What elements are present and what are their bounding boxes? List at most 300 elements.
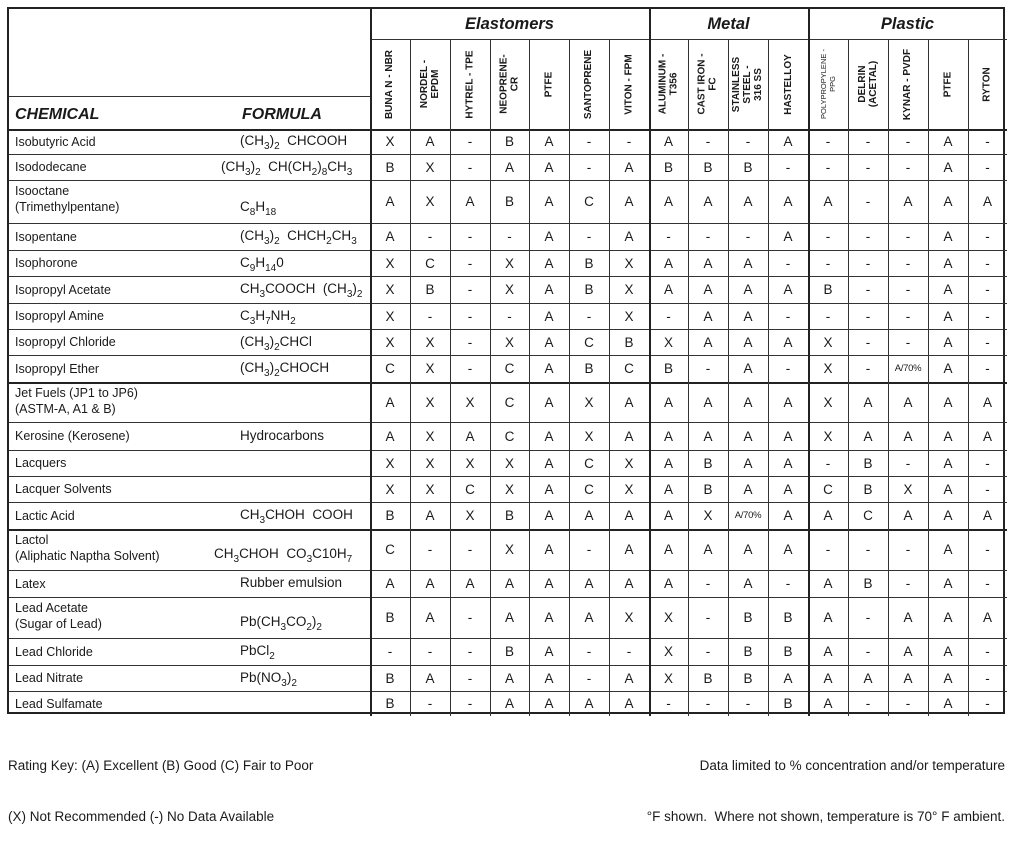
chemical-name: Lacquer Solvents bbox=[15, 482, 112, 496]
rating-cell: X bbox=[425, 334, 435, 350]
rating-cell: B bbox=[863, 481, 873, 497]
rating-cell: B bbox=[863, 455, 873, 471]
rating-cell: - bbox=[865, 542, 871, 557]
rating-cell: A bbox=[783, 334, 793, 350]
rating-cell: - bbox=[785, 576, 791, 591]
formula-text: CO bbox=[286, 614, 307, 629]
rating-cell: A bbox=[982, 428, 992, 444]
rating-cell: X bbox=[663, 610, 673, 625]
rating-cell: - bbox=[985, 159, 990, 175]
rating-cell: A bbox=[663, 428, 673, 444]
rating-cell: A bbox=[703, 542, 713, 557]
rating-cell: A bbox=[465, 576, 475, 591]
rating-cell: X bbox=[465, 508, 475, 523]
header-label-divider bbox=[9, 96, 370, 97]
rating-cell: A bbox=[783, 481, 793, 497]
rating-cell: A bbox=[544, 576, 554, 591]
group-header-elastomers: Elastomers bbox=[465, 14, 554, 33]
rating-cell: A bbox=[743, 455, 753, 471]
rating-cell: A bbox=[425, 134, 435, 149]
rating-cell: X bbox=[624, 282, 634, 297]
rating-cell: - bbox=[985, 542, 990, 557]
rating-cell: B bbox=[783, 696, 793, 711]
chemical-formula bbox=[240, 643, 275, 662]
rating-cell: A bbox=[703, 194, 713, 209]
rating-cell: A/70% bbox=[894, 363, 922, 374]
formula-subscript: 3 bbox=[233, 554, 240, 565]
rating-cell: A bbox=[703, 394, 713, 410]
chemical-name: Lead Sulfamate bbox=[15, 696, 103, 711]
chemical-formula bbox=[240, 360, 330, 379]
rating-cell: A bbox=[544, 455, 554, 471]
formula-subscript: 3 bbox=[264, 341, 270, 353]
rating-cell: A bbox=[982, 610, 992, 625]
rating-cell: B bbox=[743, 159, 753, 175]
rating-cell: A bbox=[584, 696, 594, 711]
rating-cell: A bbox=[783, 455, 793, 471]
rating-cell: - bbox=[865, 255, 871, 271]
rating-cell: A bbox=[743, 282, 753, 297]
rating-cell: A bbox=[903, 394, 913, 410]
column-header bbox=[490, 39, 529, 129]
rating-cell: - bbox=[626, 134, 632, 149]
rating-cell: X bbox=[504, 282, 514, 297]
column-header-label: CAST IRON - FC bbox=[697, 53, 720, 115]
rating-cell: - bbox=[507, 229, 512, 244]
rating-cell: C bbox=[504, 394, 515, 410]
formula-text: C bbox=[240, 254, 250, 270]
chemical-formula bbox=[221, 158, 353, 178]
chemical-formula bbox=[214, 546, 353, 565]
rating-cell: A bbox=[385, 194, 395, 209]
rating-cell: A bbox=[943, 255, 953, 271]
formula-text: CH bbox=[327, 158, 347, 174]
rating-cell: X bbox=[504, 334, 514, 350]
rating-cell: A bbox=[544, 610, 554, 625]
chemical-name: Isobutyric Acid bbox=[15, 134, 96, 149]
chemical-name: Latex bbox=[15, 576, 46, 591]
rating-cell: A bbox=[823, 644, 833, 659]
formula-subscript: 18 bbox=[265, 207, 277, 218]
formula-subscript: 2 bbox=[356, 289, 363, 300]
rating-cell: B bbox=[504, 134, 514, 149]
rating-cell: - bbox=[985, 696, 990, 711]
column-header-label: KYNAR - PVDF bbox=[902, 48, 914, 120]
chemical-name: Lead Acetate (Sugar of Lead) bbox=[15, 601, 102, 631]
rating-cell: A bbox=[544, 670, 554, 686]
formula-text: (CH bbox=[240, 228, 264, 243]
rating-cell: X bbox=[823, 394, 833, 410]
rating-cell: X bbox=[425, 361, 435, 376]
formula-subscript: 3 bbox=[351, 236, 357, 247]
rating-cell: X bbox=[465, 455, 475, 471]
column-header-label: ALUMINUM - T356 bbox=[657, 53, 680, 115]
formula-text: ) bbox=[269, 360, 275, 375]
rating-cell: A bbox=[465, 194, 475, 209]
rating-cell: - bbox=[427, 696, 433, 711]
rating-cell: - bbox=[865, 696, 871, 711]
rating-cell: A bbox=[663, 134, 673, 149]
rating-cell: X bbox=[385, 481, 395, 497]
rating-cell: A bbox=[544, 308, 554, 324]
rating-cell: - bbox=[705, 610, 711, 625]
formula-subscript: 2 bbox=[269, 651, 275, 662]
rating-cell: A bbox=[544, 282, 554, 297]
data-note-line-1: Data limited to % concentration and/or temperature bbox=[699, 758, 1005, 773]
chemical-name: Isooctane (Trimethylpentane) bbox=[15, 184, 120, 214]
column-header-label: PTFE bbox=[942, 71, 954, 97]
rating-cell: X bbox=[465, 394, 475, 410]
rating-cell: X bbox=[385, 308, 395, 324]
rating-cell: A bbox=[823, 670, 833, 686]
formula-text: CH bbox=[240, 281, 260, 296]
rating-cell: A bbox=[863, 670, 873, 686]
formula-text: CH bbox=[240, 507, 260, 522]
column-header bbox=[410, 39, 450, 129]
rating-cell: A bbox=[425, 610, 435, 625]
rating-cell: - bbox=[467, 255, 473, 271]
rating-cell: X bbox=[385, 455, 395, 471]
rating-cell: C bbox=[624, 361, 634, 376]
rating-cell: C bbox=[465, 481, 475, 497]
rating-cell: A bbox=[743, 194, 753, 209]
rating-cell: A bbox=[903, 670, 913, 686]
chemical-formula bbox=[240, 428, 324, 443]
rating-key-line-2: (X) Not Recommended (-) No Data Available bbox=[8, 809, 275, 824]
rating-cell: B bbox=[863, 576, 873, 591]
rating-cell: A bbox=[743, 428, 753, 444]
rating-cell: X bbox=[624, 610, 634, 625]
rating-cell: C bbox=[863, 508, 873, 523]
rating-cell: B bbox=[663, 361, 673, 376]
formula-subscript: 8 bbox=[249, 207, 256, 218]
formula-subscript: 3 bbox=[280, 622, 287, 633]
formula-text: CH bbox=[214, 546, 234, 561]
rating-cell: B bbox=[663, 159, 673, 175]
rating-cell: A bbox=[943, 455, 953, 471]
rating-cell: C bbox=[823, 481, 833, 497]
formula-text: CH bbox=[331, 228, 352, 243]
chemical-formula bbox=[240, 669, 297, 689]
rating-cell: A bbox=[624, 394, 634, 410]
rating-cell: - bbox=[905, 134, 911, 149]
chemical-formula bbox=[240, 199, 277, 218]
formula-text: NH bbox=[270, 307, 291, 323]
chemical-column-header: CHEMICAL bbox=[15, 106, 100, 123]
formula-subscript: 2 bbox=[274, 141, 280, 152]
rating-cell: X bbox=[385, 255, 395, 271]
rating-cell: - bbox=[865, 134, 871, 149]
rating-cell: A bbox=[943, 670, 953, 686]
chemical-name: Isopentane bbox=[15, 229, 77, 244]
rating-cell: - bbox=[467, 610, 473, 625]
rating-cell: A bbox=[743, 334, 753, 350]
rating-cell: A bbox=[823, 610, 833, 625]
rating-cell: - bbox=[467, 542, 473, 557]
column-header-label: DELRIN (ACETAL) bbox=[857, 60, 880, 108]
rating-cell: A bbox=[943, 334, 953, 350]
rating-cell: A bbox=[783, 428, 793, 444]
rating-cell: X bbox=[823, 428, 833, 444]
rating-cell: A bbox=[903, 508, 913, 523]
rating-cell: A bbox=[544, 334, 554, 350]
rating-cell: - bbox=[985, 134, 990, 149]
column-header bbox=[968, 39, 1007, 129]
rating-cell: A bbox=[783, 282, 793, 297]
formula-text: COOCH (CH bbox=[265, 281, 347, 296]
formula-subscript: 3 bbox=[264, 368, 270, 379]
rating-cell: A bbox=[385, 576, 395, 591]
column-header bbox=[370, 39, 410, 129]
rating-cell: A bbox=[743, 481, 753, 497]
formula-text: Hydrocarbons bbox=[240, 427, 325, 443]
column-header-label: NEOPRENE- CR bbox=[498, 54, 521, 114]
rating-cell: - bbox=[467, 696, 473, 711]
rating-cell: A bbox=[663, 194, 673, 209]
rating-key-line-1: Rating Key: (A) Excellent (B) Good (C) Fair to Poor bbox=[8, 758, 314, 773]
chemical-name: Isopropyl Amine bbox=[15, 309, 104, 323]
formula-subscript: 2 bbox=[274, 341, 280, 353]
formula-text: ) bbox=[269, 228, 275, 243]
rating-cell: B bbox=[385, 508, 395, 523]
rating-cell: - bbox=[467, 361, 473, 376]
rating-cell: A bbox=[544, 394, 554, 410]
column-header-label: VITON - FPM bbox=[623, 53, 635, 115]
chemical-name: Lacquers bbox=[15, 456, 67, 470]
formula-text: 0 bbox=[276, 254, 284, 270]
rating-cell: A bbox=[783, 542, 793, 557]
formula-text: ) bbox=[269, 133, 275, 148]
rating-cell: X bbox=[425, 159, 435, 175]
rating-cell: B bbox=[504, 644, 514, 659]
rating-cell: - bbox=[467, 670, 473, 686]
rating-cell: B bbox=[703, 159, 713, 175]
rating-cell: A bbox=[584, 610, 594, 625]
rating-cell: A bbox=[504, 159, 514, 175]
column-header bbox=[688, 39, 728, 129]
rating-cell: - bbox=[626, 644, 632, 659]
rating-cell: B bbox=[584, 282, 594, 297]
rating-cell: A bbox=[743, 576, 753, 591]
rating-cell: X bbox=[504, 455, 514, 471]
column-header bbox=[649, 39, 688, 129]
rating-cell: A bbox=[624, 670, 634, 686]
chemical-name: Lead Chloride bbox=[15, 644, 93, 659]
formula-subscript: 2 bbox=[326, 236, 332, 247]
rating-cell: X bbox=[425, 428, 435, 444]
chemical-name: Jet Fuels (JP1 to JP6) (ASTM-A, A1 & B) bbox=[15, 386, 138, 416]
rating-cell: A bbox=[943, 308, 953, 324]
formula-text: (CH bbox=[240, 333, 264, 349]
group-header-metal: Metal bbox=[707, 14, 750, 33]
data-note-line-2: °F shown. Where not shown, temperature is 70° F ambient. bbox=[646, 809, 1005, 824]
rating-cell: - bbox=[825, 542, 831, 557]
rating-cell: A bbox=[544, 134, 554, 149]
rating-cell: X bbox=[624, 455, 634, 471]
rating-cell: A bbox=[823, 508, 833, 523]
rating-cell: - bbox=[905, 696, 911, 711]
rating-cell: - bbox=[905, 229, 911, 244]
rating-cell: A bbox=[663, 255, 673, 271]
rating-cell: A bbox=[943, 159, 953, 175]
rating-cell: B bbox=[743, 610, 753, 625]
rating-cell: A bbox=[624, 696, 634, 711]
rating-cell: A bbox=[544, 481, 554, 497]
rating-cell: A bbox=[783, 229, 793, 244]
rating-cell: C bbox=[425, 255, 435, 271]
rating-cell: X bbox=[425, 481, 435, 497]
rating-cell: A bbox=[943, 134, 953, 149]
formula-text: Rubber emulsion bbox=[240, 575, 343, 590]
rating-cell: - bbox=[785, 361, 791, 376]
rating-cell: A bbox=[385, 229, 395, 244]
column-header bbox=[450, 39, 490, 129]
rating-cell: A bbox=[663, 394, 673, 410]
rating-cell: - bbox=[865, 610, 871, 625]
rating-cell: B bbox=[823, 282, 833, 297]
column-header-label: BUNA N - NBR bbox=[384, 49, 396, 119]
rating-cell: - bbox=[467, 308, 473, 324]
formula-subscript: 7 bbox=[346, 554, 353, 565]
rating-cell: A bbox=[783, 670, 793, 686]
rating-cell: - bbox=[985, 282, 990, 297]
rating-cell: X bbox=[823, 334, 833, 350]
rating-cell: A bbox=[863, 394, 873, 410]
rating-cell: - bbox=[427, 308, 433, 324]
rating-cell: A bbox=[385, 394, 395, 410]
rating-cell: B bbox=[703, 670, 713, 686]
formula-text: CHOH CO bbox=[239, 546, 307, 561]
rating-cell: - bbox=[785, 255, 791, 271]
rating-cell: C bbox=[385, 542, 395, 557]
rating-cell: B bbox=[385, 159, 395, 175]
rating-cell: X bbox=[624, 481, 634, 497]
rating-cell: A bbox=[743, 255, 753, 271]
column-header bbox=[768, 39, 808, 129]
chemical-compatibility-table bbox=[7, 7, 1005, 714]
rating-cell: - bbox=[705, 696, 711, 711]
formula-subscript: 2 bbox=[255, 166, 261, 178]
rating-cell: X bbox=[624, 255, 634, 271]
rating-cell: B bbox=[783, 610, 793, 625]
rating-cell: - bbox=[985, 229, 990, 244]
rating-cell: A bbox=[544, 696, 554, 711]
rating-cell: X bbox=[425, 455, 435, 471]
rating-cell: - bbox=[865, 282, 871, 297]
rating-cell: - bbox=[745, 696, 751, 711]
rating-cell: A bbox=[544, 255, 554, 271]
rating-cell: - bbox=[985, 361, 990, 376]
formula-subscript: 3 bbox=[281, 677, 287, 689]
rating-cell: C bbox=[584, 481, 594, 497]
rating-cell: B bbox=[385, 670, 395, 686]
rating-cell: - bbox=[865, 308, 871, 324]
formula-text: H bbox=[255, 199, 266, 214]
formula-text: CHOH COOH bbox=[265, 507, 353, 522]
rating-cell: A bbox=[624, 428, 634, 444]
formula-subscript: 3 bbox=[264, 141, 270, 152]
formula-subscript: 3 bbox=[259, 289, 266, 300]
rating-cell: - bbox=[985, 670, 990, 686]
rating-cell: - bbox=[865, 159, 871, 175]
rating-cell: - bbox=[427, 644, 433, 659]
formula-subscript: 8 bbox=[321, 166, 328, 178]
rating-cell: B bbox=[385, 696, 395, 711]
column-header-label: SANTOPRENE bbox=[583, 49, 595, 119]
rating-cell: - bbox=[387, 644, 393, 659]
rating-cell: A bbox=[663, 576, 673, 591]
formula-subscript: 3 bbox=[264, 236, 270, 247]
formula-subscript: 3 bbox=[346, 289, 353, 300]
formula-subscript: 3 bbox=[245, 166, 251, 178]
formula-subscript: 3 bbox=[259, 515, 266, 526]
rating-cell: X bbox=[903, 481, 913, 497]
rating-cell: - bbox=[985, 334, 990, 350]
rating-cell: X bbox=[624, 308, 634, 324]
rating-cell: A bbox=[504, 610, 514, 625]
rating-cell: A bbox=[823, 194, 833, 209]
rating-cell: - bbox=[705, 229, 711, 244]
column-header-label: HYTREL - TPE bbox=[464, 49, 476, 119]
rating-cell: X bbox=[425, 394, 435, 410]
column-header-label: PTFE bbox=[543, 71, 555, 97]
chemical-name: Isopropyl Ether bbox=[15, 361, 100, 376]
rating-cell: A bbox=[544, 159, 554, 175]
column-header-label: NORDEL - EPDM bbox=[419, 59, 441, 109]
rating-cell: B bbox=[743, 670, 753, 686]
rating-cell: A bbox=[544, 428, 554, 444]
formula-text: H bbox=[255, 254, 266, 270]
rating-cell: A bbox=[943, 481, 953, 497]
rating-cell: - bbox=[825, 229, 831, 244]
rating-cell: A bbox=[943, 542, 953, 557]
rating-cell: A bbox=[663, 282, 673, 297]
rating-cell: A bbox=[943, 361, 953, 376]
formula-text: C10H bbox=[312, 546, 347, 561]
rating-cell: X bbox=[425, 194, 435, 209]
column-header-label: POLYPROPYLENE - PPG bbox=[819, 49, 838, 119]
rating-cell: B bbox=[624, 334, 634, 350]
formula-text: ) bbox=[352, 281, 357, 296]
formula-text: H bbox=[255, 307, 266, 323]
rating-cell: X bbox=[504, 481, 514, 497]
rating-cell: - bbox=[467, 229, 473, 244]
rating-cell: C bbox=[385, 361, 395, 376]
rating-cell: - bbox=[825, 308, 831, 324]
rating-cell: - bbox=[745, 134, 751, 149]
chemical-name: Isopropyl Chloride bbox=[15, 335, 116, 349]
rating-cell: - bbox=[586, 542, 592, 557]
rating-key bbox=[8, 723, 313, 842]
rating-cell: A bbox=[584, 508, 594, 523]
formula-text: C bbox=[240, 199, 250, 214]
rating-cell: A/70% bbox=[734, 510, 762, 521]
column-header bbox=[808, 39, 848, 129]
rating-cell: - bbox=[905, 159, 911, 175]
rating-cell: A bbox=[943, 194, 953, 209]
data-note bbox=[647, 723, 1005, 842]
rating-cell: - bbox=[705, 361, 711, 376]
chemical-formula bbox=[240, 507, 353, 526]
rating-cell: - bbox=[825, 455, 831, 471]
chemical-formula bbox=[240, 228, 357, 247]
chemical-formula bbox=[240, 614, 322, 633]
rating-cell: A bbox=[544, 361, 554, 376]
rating-cell: A bbox=[624, 159, 634, 175]
formula-text: ) bbox=[317, 158, 322, 174]
rating-cell: A bbox=[663, 542, 673, 557]
rating-cell: - bbox=[865, 334, 871, 350]
